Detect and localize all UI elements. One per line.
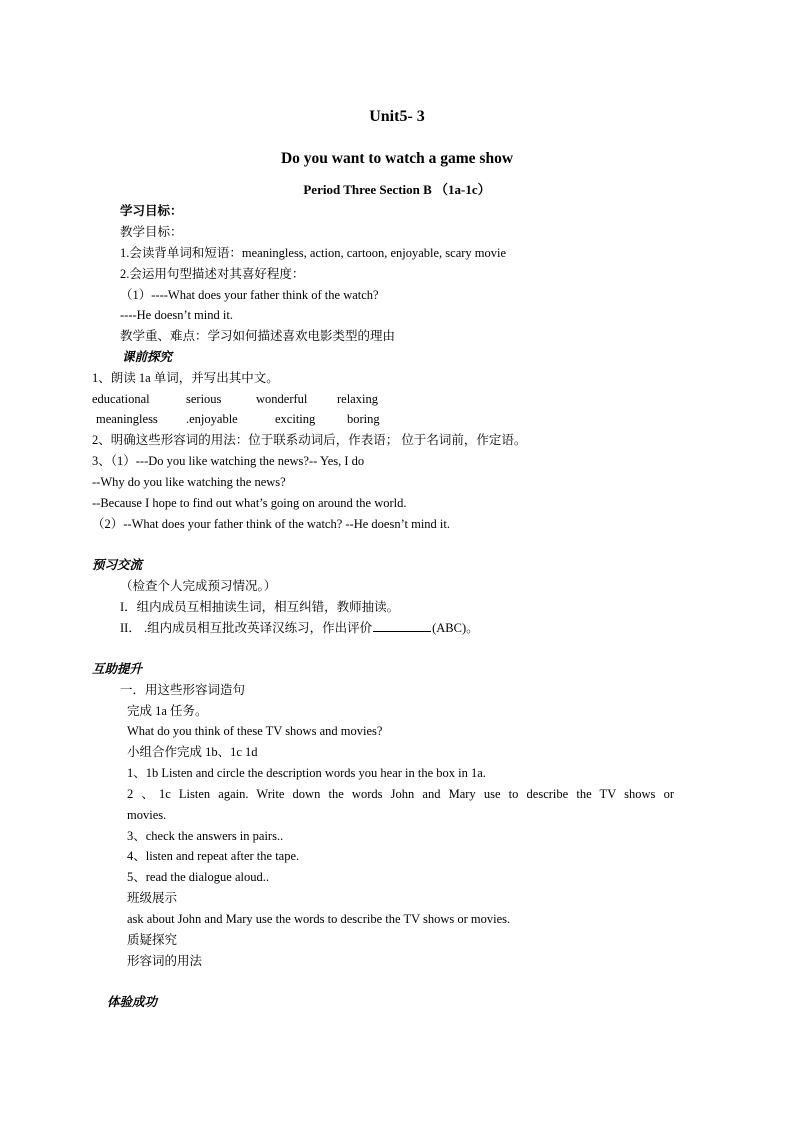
example-question: （1）----What does your father think of the watch? bbox=[120, 288, 379, 302]
word-boring: boring bbox=[347, 412, 380, 426]
word-serious: serious bbox=[186, 392, 222, 406]
improve-question: What do you think of these TV shows and movies? bbox=[127, 724, 383, 738]
preview-item-3-1: 3、（1）---Do you like watching the news?-- Yes, I do bbox=[92, 454, 365, 468]
exchange-item-i: I．组内成员互相抽读生词，相互纠错，教师抽读。 bbox=[120, 600, 400, 614]
key-points: 教学重、难点：学习如何描述喜欢电影类型的理由 bbox=[120, 329, 396, 343]
preview-item-2: 2、明确这些形容词的用法：位于联系动词后，作表语； 位于名词前，作定语。 bbox=[92, 433, 527, 447]
word-educational: educational bbox=[92, 392, 150, 406]
improve-heading: 互助提升 bbox=[92, 662, 143, 676]
word-wonderful: wonderful bbox=[256, 392, 308, 406]
goal-1: 1.会读背单词和短语：meaningless, action, cartoon, enjoyable, scary movie bbox=[120, 246, 507, 260]
exchange-item-ii-text: II． .组内成员相互批改英译汉练习，作出评价 bbox=[120, 621, 373, 635]
word-meaningless: meaningless bbox=[96, 412, 158, 426]
improve-step-5: 5、read the dialogue aloud.. bbox=[127, 870, 269, 884]
example-answer: ----He doesn’t mind it. bbox=[120, 308, 233, 322]
preview-item-3-4: （2）--What does your father think of the watch? --He doesn’t mind it. bbox=[92, 517, 451, 531]
period-subtitle: Period Three Section B （1a-1c） bbox=[303, 182, 491, 197]
success-heading: 体验成功 bbox=[107, 995, 158, 1009]
class-show-label: 班级展示 bbox=[127, 891, 178, 905]
question-explore-label: 质疑探究 bbox=[127, 933, 178, 947]
exchange-item-ii-suffix: (ABC)。 bbox=[432, 621, 479, 635]
exchange-heading: 预习交流 bbox=[92, 558, 143, 572]
improve-one: 一．用这些形容词造句 bbox=[120, 683, 246, 697]
preview-item-3-2: --Why do you like watching the news? bbox=[92, 475, 286, 489]
objectives-heading: 学习目标： bbox=[120, 204, 183, 218]
improve-step-3: 3、check the answers in pairs.. bbox=[127, 829, 284, 843]
word-relaxing: relaxing bbox=[337, 392, 378, 406]
preview-item-3-3: --Because I hope to find out what’s going on around the world. bbox=[92, 496, 407, 510]
teaching-goal-label: 教学目标： bbox=[120, 225, 183, 239]
preview-heading: 课前探究 bbox=[122, 350, 173, 364]
lesson-title: Do you want to watch a game show bbox=[280, 150, 514, 167]
improve-step-2: 2 、1c Listen again. Write down the words John and Mary use to describe the TV shows or bbox=[127, 787, 674, 801]
evaluation-blank[interactable] bbox=[373, 620, 431, 632]
word-enjoyable: .enjoyable bbox=[186, 412, 238, 426]
adjective-usage-label: 形容词的用法 bbox=[127, 954, 203, 968]
improve-group-task: 小组合作完成 1b、1c 1d bbox=[127, 745, 258, 759]
improve-step-4: 4、listen and repeat after the tape. bbox=[127, 849, 300, 863]
preview-item-1: 1、朗读 1a 单词，并写出其中文。 bbox=[92, 371, 279, 385]
exchange-item-ii bbox=[120, 620, 479, 636]
improve-step-2-cont: movies. bbox=[127, 808, 167, 822]
exchange-check: （检查个人完成预习情况。） bbox=[120, 579, 277, 593]
unit-title: Unit5- 3 bbox=[369, 108, 425, 125]
improve-task-1a: 完成 1a 任务。 bbox=[127, 704, 208, 718]
improve-step-1: 1、1b Listen and circle the description words you hear in the box in 1a. bbox=[127, 766, 486, 780]
goal-2: 2.会运用句型描述对其喜好程度： bbox=[120, 267, 305, 281]
class-show-ask: ask about John and Mary use the words to describe the TV shows or movies. bbox=[127, 912, 511, 926]
word-exciting: exciting bbox=[275, 412, 316, 426]
